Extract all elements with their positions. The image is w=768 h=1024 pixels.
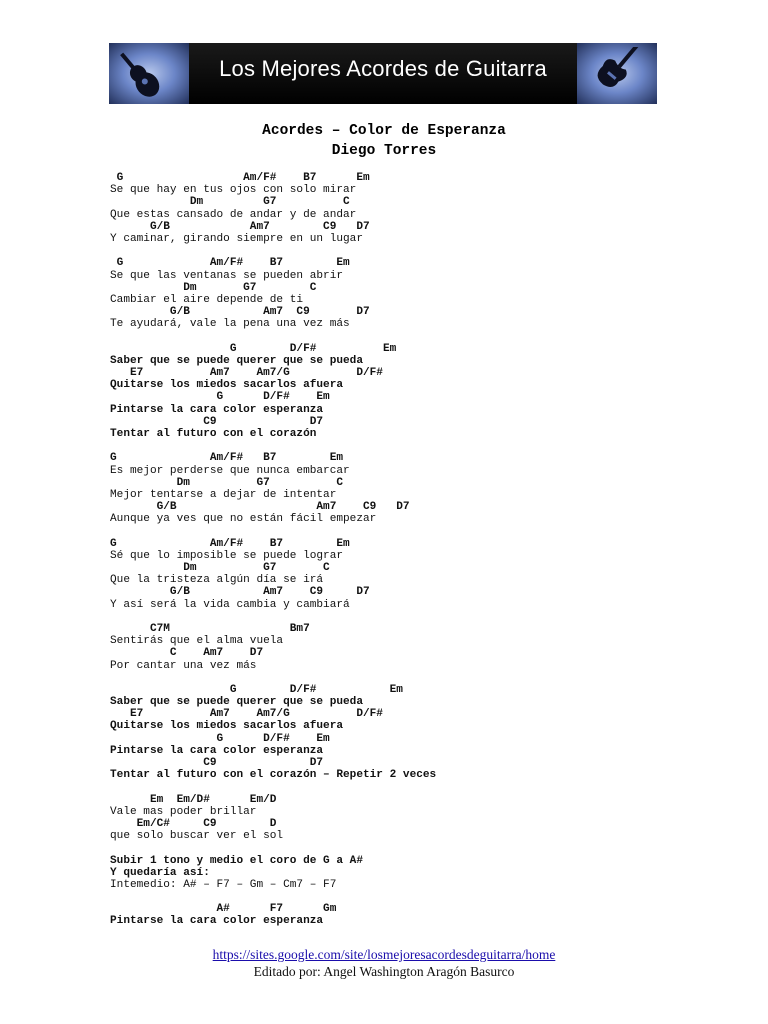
chord-sheet <box>110 172 436 928</box>
lyric-line: Tentar al futuro con el corazón <box>110 427 317 440</box>
chord-line: G D/F# Em <box>110 391 330 404</box>
blank-line <box>110 891 436 903</box>
chord-line: C Am7 D7 <box>110 647 264 660</box>
blank-line <box>110 781 436 793</box>
chord-line: G/B Am7 C9 D7 <box>110 220 370 233</box>
lyric-line: Sentirás que el alma vuela <box>110 635 284 648</box>
chord-line: G D/F# Em <box>110 732 330 745</box>
chord-line: C7M Bm7 <box>110 622 310 635</box>
lyric-line: Pintarse la cara color esperanza <box>110 744 324 757</box>
chord-line: G Am/F# B7 Em <box>110 172 370 184</box>
chord-line: G D/F# Em <box>110 342 397 355</box>
chord-line: Em/C# C9 D <box>110 817 277 830</box>
lyric-line: Mejor tentarse a dejar de intentar <box>110 488 337 501</box>
blank-line <box>110 440 436 452</box>
chord-line: G Am/F# B7 Em <box>110 537 350 550</box>
chord-line: E7 Am7 Am7/G D/F# <box>110 367 383 379</box>
lyric-line: Que la tristeza algún día se irá <box>110 574 324 587</box>
blank-line <box>110 330 436 342</box>
lyric-line: Sé que lo imposible se puede lograr <box>110 549 344 562</box>
chord-line: Dm G7 C <box>110 196 350 209</box>
lyric-line: Quitarse los miedos sacarlos afuera <box>110 379 344 392</box>
lyric-line: Aunque ya ves que no están fácil empezar <box>110 513 377 526</box>
lyric-line: Es mejor perderse que nunca embarcar <box>110 464 350 477</box>
lyric-line: Saber que se puede querer que se pueda <box>110 354 363 367</box>
chord-line: E7 Am7 Am7/G D/F# <box>110 708 383 721</box>
blank-line <box>110 245 436 257</box>
site-banner <box>109 43 657 104</box>
blank-line <box>110 842 436 854</box>
lyric-line: Se que hay en tus ojos con solo mirar <box>110 184 357 197</box>
lyric-line: Te ayudará, vale la pena una vez más <box>110 318 350 331</box>
chord-line: G/B Am7 C9 D7 <box>110 306 370 319</box>
chord-line: Dm G7 C <box>110 562 330 574</box>
lyric-line: Y caminar, girando siempre en un lugar <box>110 232 363 245</box>
lyric-line: Quitarse los miedos sacarlos afuera <box>110 720 344 733</box>
blank-line <box>110 672 436 684</box>
lyric-line: Vale mas poder brillar <box>110 805 257 818</box>
lyric-line: Subir 1 tono y medio el coro de G a A# <box>110 854 363 867</box>
lyric-line: Pintarse la cara color esperanza <box>110 403 324 416</box>
lyric-line: Saber que se puede querer que se pueda <box>110 696 363 709</box>
chord-line: A# F7 Gm <box>110 903 337 916</box>
lyric-line: Que estas cansado de andar y de andar <box>110 208 357 221</box>
electric-guitar-icon <box>577 43 657 104</box>
lyric-line: Por cantar una vez más <box>110 659 257 672</box>
song-title: Acordes – Color de Esperanza <box>262 123 506 139</box>
chord-line: G/B Am7 C9 D7 <box>110 501 410 514</box>
blank-line <box>110 525 436 537</box>
chord-line: G/B Am7 C9 D7 <box>110 586 370 599</box>
chord-line: Em Em/D# Em/D <box>110 793 277 806</box>
lyric-line: Se que las ventanas se pueden abrir <box>110 269 344 282</box>
lyric-line: Tentar al futuro con el corazón – Repetir 2 veces <box>110 769 437 782</box>
lyric-line: Intemedio: A# – F7 – Gm – Cm7 – F7 <box>110 878 337 891</box>
chord-line: C9 D7 <box>110 415 324 428</box>
lyric-line: Y quedaría así: <box>110 866 210 879</box>
chord-line: G Am/F# B7 Em <box>110 452 344 465</box>
song-artist: Diego Torres <box>331 143 437 159</box>
chord-line: G Am/F# B7 Em <box>110 257 350 270</box>
chord-line: G D/F# Em <box>110 683 403 696</box>
editor-credit: Editado por: Angel Washington Aragón Basurco <box>253 964 515 979</box>
lyric-line: Y así será la vida cambia y cambiará <box>110 598 350 611</box>
chord-line: Dm G7 C <box>110 281 317 294</box>
banner-title: Los Mejores Acordes de Guitarra <box>219 56 547 81</box>
acoustic-guitar-icon <box>109 43 189 104</box>
site-link[interactable]: https://sites.google.com/site/losmejoresacordesdeguitarra/home <box>212 947 556 962</box>
lyric-line: Cambiar el aire depende de ti <box>110 293 304 306</box>
chord-line: C9 D7 <box>110 757 324 769</box>
chord-line: Dm G7 C <box>110 476 344 489</box>
lyric-line: Pintarse la cara color esperanza <box>110 915 324 928</box>
blank-line <box>110 611 436 623</box>
lyric-line: que solo buscar ver el sol <box>110 830 284 843</box>
